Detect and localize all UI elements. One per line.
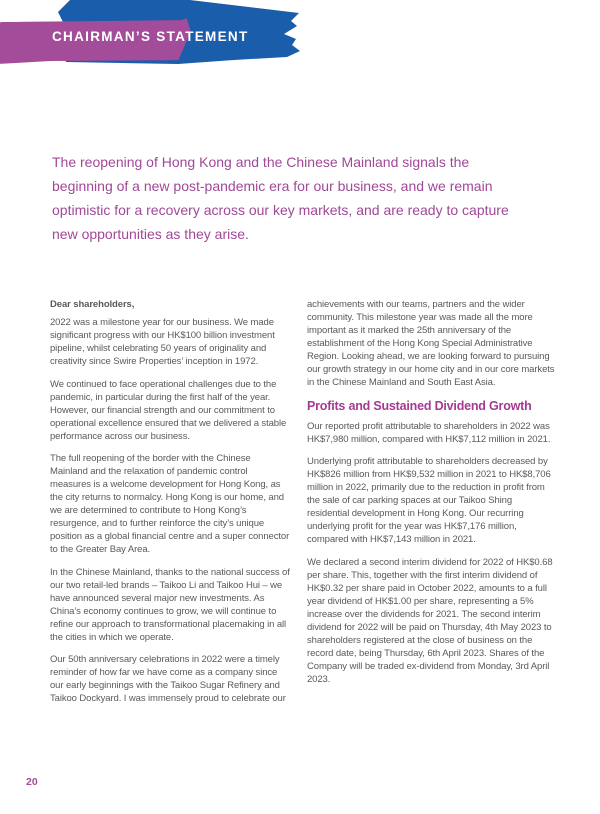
page-title: CHAIRMAN’S STATEMENT <box>52 29 249 44</box>
body-paragraph: In the Chinese Mainland, thanks to the national success of our two retail-led brands – Taikoo Li and Taikoo Hui – we have announced several major new investments. As China’s economy continues to grow, we will continue to refine our approach to transformational placemaking in all the cities in which we operate. <box>50 566 290 643</box>
body-paragraph: 2022 was a milestone year for our business. We made significant progress with our HK$100 billion investment pipeline, whilst celebrating 50 years of originality and creativity since Swire Properties’ inception in 1972. <box>50 317 275 367</box>
body-paragraph: Our 50th anniversary celebrations in 2022 were a timely reminder of how far we have come as a company since our early beginnings with the Taikoo Sugar Refinery and Taikoo Dockyard. I was immensely proud to celebrate our <box>50 654 286 704</box>
right-column <box>307 298 556 715</box>
body-paragraph: Underlying profit attributable to shareholders decreased by HK$826 million from HK$9,532 million in 2021 to HK$8,706 million in 2022, primarily due to the reduction in profit from the sale of car parking spaces at our Taikoo Shing residential development in Hong Kong. Our recurring underlying profit for the year was HK$7,176 million, compared with HK$7,143 million in 2021. <box>307 456 551 545</box>
left-column <box>50 298 290 715</box>
body-paragraph: The full reopening of the border with the Chinese Mainland and the relaxation of pandemic control measures is a welcome development for Hong Kong, as the city returns to normalcy. Hong Kong is our home, and we are determined to contribute to Hong Kong’s resurgence, and to further reinforce the city’s unique position as a global financial centre and a super connector to the Greater Bay Area. <box>50 453 290 555</box>
body-paragraph: achievements with our teams, partners and the wider community. This milestone year was made all the more important as it marked the 25th anniversary of the establishment of the Hong Kong Special Administrative Region. Looking ahead, we are looking forward to pursuing our growth strategy in our home city and in our core markets in the Chinese Mainland and South East Asia. <box>307 299 555 388</box>
body-paragraph: We declared a second interim dividend for 2022 of HK$0.68 per share. This, together with the first interim dividend of HK$0.32 per share paid in October 2022, amounts to a full year dividend of HK$1.00 per share, representing a 5% increase over the dividends for 2021. The second interim dividend for 2022 will be paid on Thursday, 4th May 2023 to shareholders registered at the close of business on the record date, being Thursday, 6th April 2023. Shares of the Company will be traded ex-dividend from Monday, 3rd April 2023. <box>307 556 553 685</box>
body-columns <box>50 298 556 715</box>
salutation: Dear shareholders, <box>50 299 135 310</box>
section-heading-profits: Profits and Sustained Dividend Growth <box>307 398 532 413</box>
body-paragraph: Our reported profit attributable to shareholders in 2022 was HK$7,980 million, compared with HK$7,112 million in 2021. <box>307 420 551 445</box>
body-paragraph: We continued to face operational challenges due to the pandemic, in particular during the first half of the year. However, our financial strength and our commitment to operational excellence ensured that we delivered a stable performance across our business. <box>50 378 287 442</box>
intro-statement: The reopening of Hong Kong and the Chinese Mainland signals the beginning of a new post-pandemic era for our business, and we remain optimistic for a recovery across our key markets, and are ready to capture new opportunities as they arise. <box>52 154 509 242</box>
page-number: 20 <box>26 776 38 788</box>
